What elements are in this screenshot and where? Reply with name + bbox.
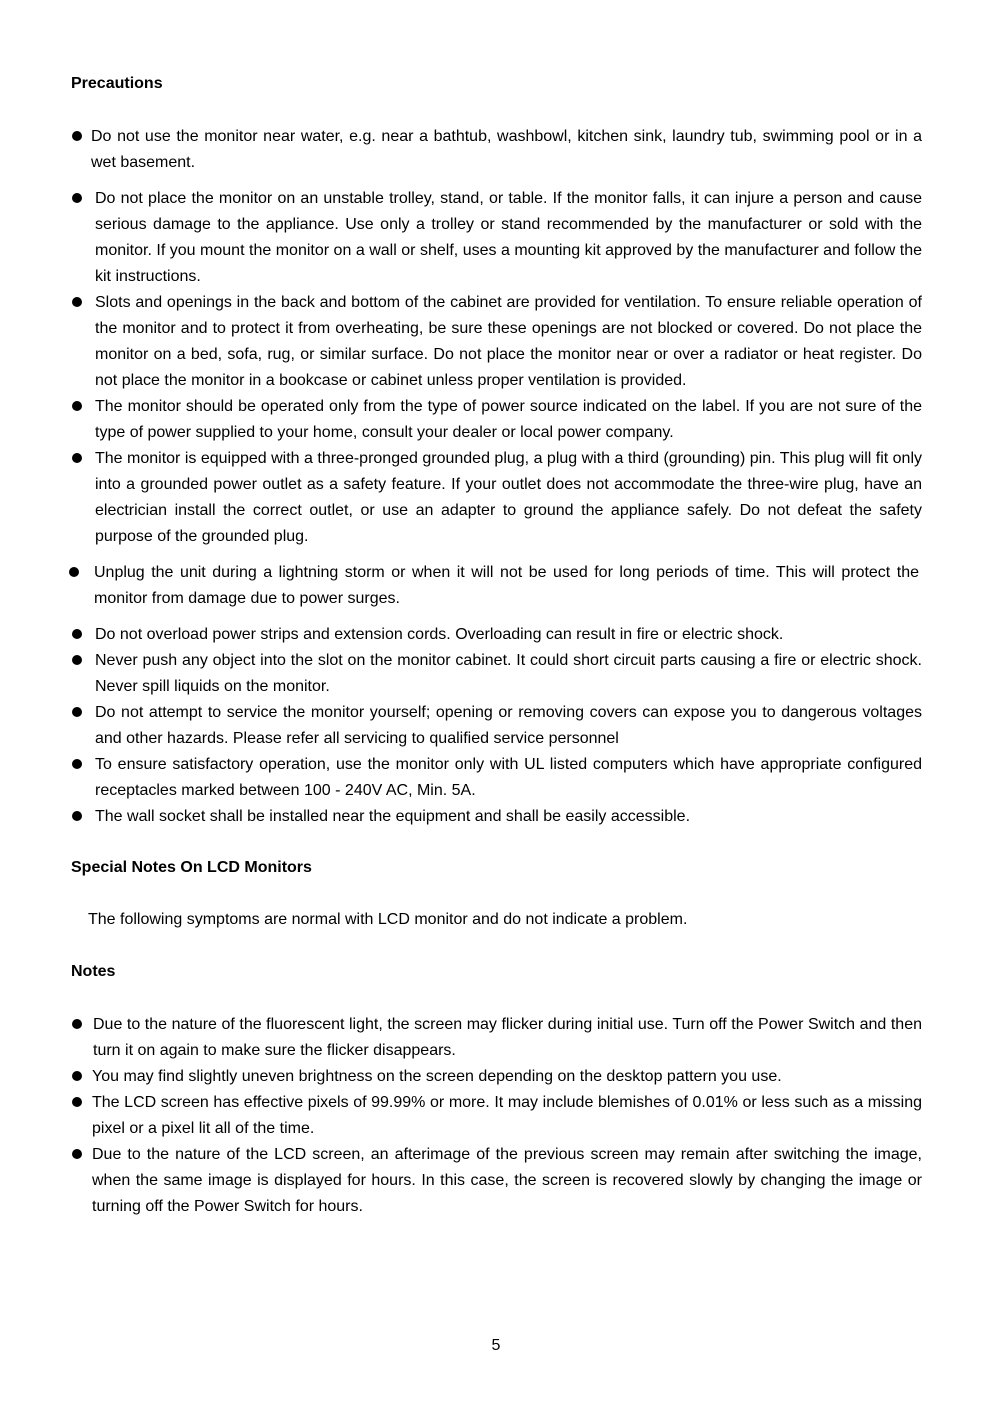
precautions-heading: Precautions bbox=[71, 75, 163, 92]
bullet-icon bbox=[71, 1142, 87, 1168]
page-number: 5 bbox=[491, 1337, 501, 1354]
notes-list: Due to the nature of the fluorescent light, the screen may flicker during initial use. Turn off the Power Switch and then turn it on again to make sure the flicker disappears. You may find slightly uneven brightness on the screen depending on the desktop pattern you use. The LCD screen has effective pixels of 99.99% or more. It may include blemishes of 0.01% or less such as a missing pixel or a pixel lit all of the time. Due to the nature of the LCD screen, an afterimage of the previous screen may remain after switching the image, when the same image is displayed for hours. In this case, the screen is recovered slowly by changing the image or turning off the Power Switch for hours. bbox=[71, 0, 922, 1230]
bullet-icon bbox=[71, 1012, 87, 1038]
notes-heading: Notes bbox=[71, 963, 116, 980]
precautions-list: Do not use the monitor near water, e.g. near a bathtub, washbowl, kitchen sink, laundry tub, swimming pool or in a wet basement. Do not place the monitor on an unstable trolley, stand, or table. If the monitor falls, it can injure a person and cause serious damage to the appliance. Use only a trolley or stand recommended by the manufacturer or sold with the monitor. If you mount the monitor on a wall or shelf, uses a mounting kit approved by the manufacturer and follow the kit instructions. Slots and openings in the back and bottom of the cabinet are provided for ventilation. To ensure reliable operation of the monitor and to protect it from overheating, be sure these openings are not blocked or covered. Do not place the monitor on a bed, sofa, rug, or similar surface. Do not place the monitor near or over a radiator or heat register. Do not place the monitor in a bookcase or cabinet unless proper ventilation is provided. The monitor should be operated only from the type of power source indicated on the label. If you are not sure of the type of power supplied to your home, consult your dealer or local power company. The monitor is equipped with a three-pronged grounded plug, a plug with a third (grounding) pin. This plug will fit only into a grounded power outlet as a safety feature. If your outlet does not accommodate the three-wire plug, have an electrician install the correct outlet, or use an adapter to ground the appliance safely. Do not defeat the safety purpose of the grounded plug. Unplug the unit during a lightning storm or when it will not be used for long periods of time. This will protect the monitor from damage due to power surges. Do not overload power strips and extension cords. Overloading can result in fire or electric shock. Never push any object into the slot on the monitor cabinet. It could short circuit parts causing a fire or electric shock. Never spill liquids on the monitor. Do not attempt to service the monitor yourself; opening or removing covers can expose you to dangerous voltages and other hazards. Please refer all servicing to qualified service personnel To ensure satisfactory operation, use the monitor only with UL listed computers which have appropriate configured receptacles marked between 100 - 240V AC, Min. 5A. The wall socket shall be installed near the equipment and shall be easily accessible. bbox=[71, 0, 922, 840]
special-notes-heading: Special Notes On LCD Monitors bbox=[71, 859, 312, 876]
bullet-icon bbox=[71, 1064, 87, 1090]
bullet-icon bbox=[71, 1090, 87, 1116]
special-notes-intro: The following symptoms are normal with LCD monitor and do not indicate a problem. bbox=[88, 911, 688, 928]
